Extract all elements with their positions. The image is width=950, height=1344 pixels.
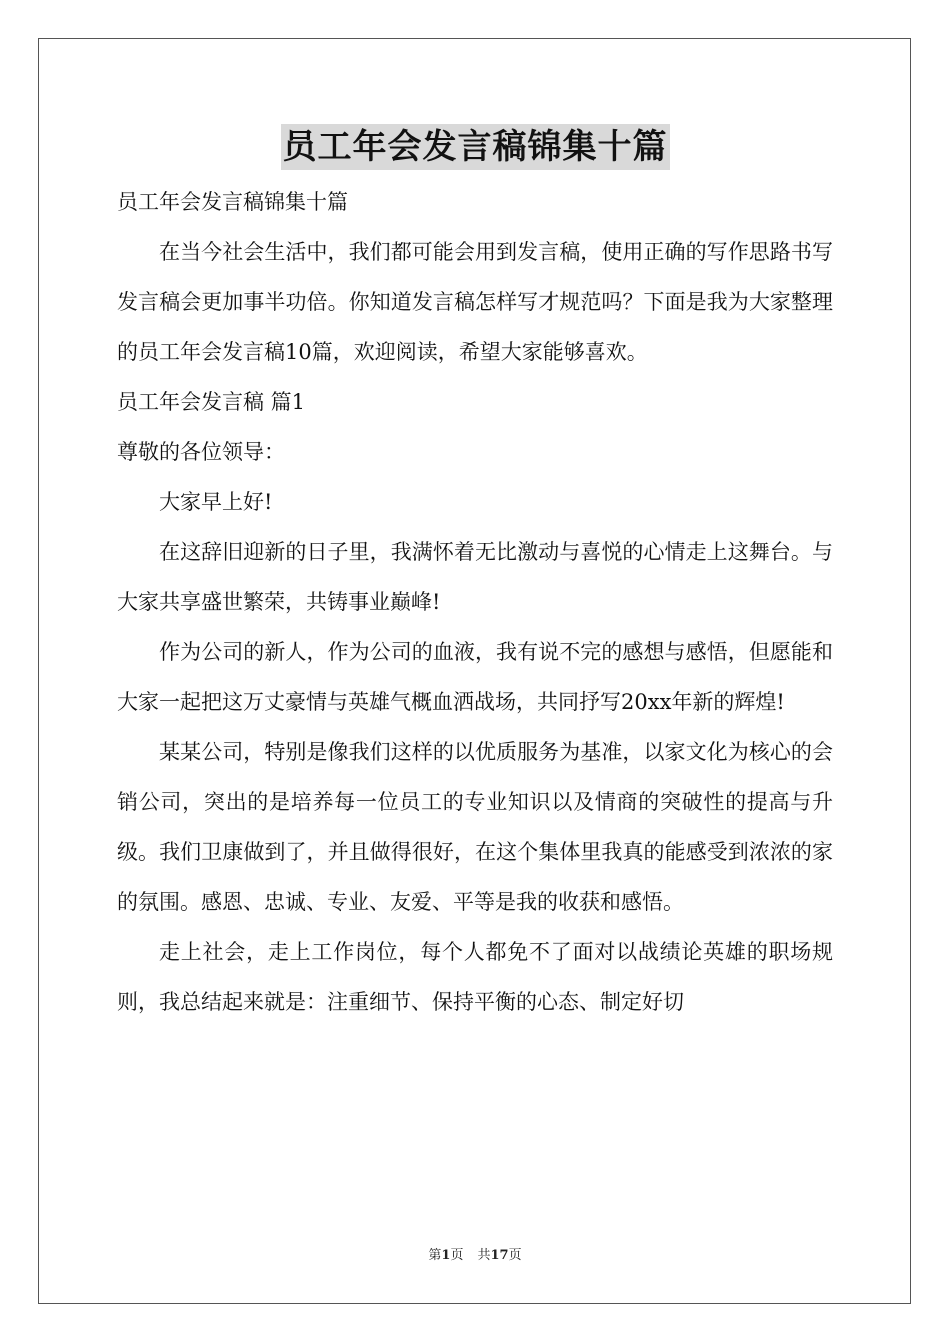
current-page-number: 1 [441,1248,451,1263]
total-prefix: 共 [477,1248,491,1263]
page-prefix: 第 [428,1248,442,1263]
total-page-count: 17 [490,1248,509,1263]
document-body [117,177,833,1027]
paragraph: 走上社会，走上工作岗位，每个人都免不了面对以战绩论英雄的职场规则，我总结起来就是：注重细节、保持平衡的心态、制定好切 [117,940,833,1014]
page-footer [0,1247,950,1265]
document-title [0,124,950,170]
page-suffix: 页 [450,1248,464,1263]
paragraph: 尊敬的各位领导： [117,440,285,464]
paragraph: 在当今社会生活中，我们都可能会用到发言稿，使用正确的写作思路书写发言稿会更加事半功倍。你知道发言稿怎样写才规范吗？下面是我为大家整理的员工年会发言稿10篇，欢迎阅读，希望大家能够喜欢。 [117,240,833,364]
paragraph: 某某公司，特别是像我们这样的以优质服务为基准，以家文化为核心的会销公司，突出的是培养每一位员工的专业知识以及情商的突破性的提高与升级。我们卫康做到了，并且做得很好，在这个集体里我真的能感受到浓浓的家的氛围。感恩、忠诚、专业、友爱、平等是我的收获和感悟。 [117,740,833,914]
document-title-text: 员工年会发言稿锦集十篇 [281,124,670,170]
paragraph: 作为公司的新人，作为公司的血液，我有说不完的感想与感悟，但愿能和大家一起把这万丈豪情与英雄气概血洒战场，共同抒写20xx年新的辉煌! [117,640,833,714]
paragraph: 大家早上好! [159,490,273,514]
paragraph: 在这辞旧迎新的日子里，我满怀着无比激动与喜悦的心情走上这舞台。与大家共享盛世繁荣，共铸事业巅峰! [117,540,833,614]
paragraph: 员工年会发言稿锦集十篇 [117,190,348,214]
total-suffix: 页 [508,1248,522,1263]
paragraph: 员工年会发言稿 篇1 [117,390,306,414]
